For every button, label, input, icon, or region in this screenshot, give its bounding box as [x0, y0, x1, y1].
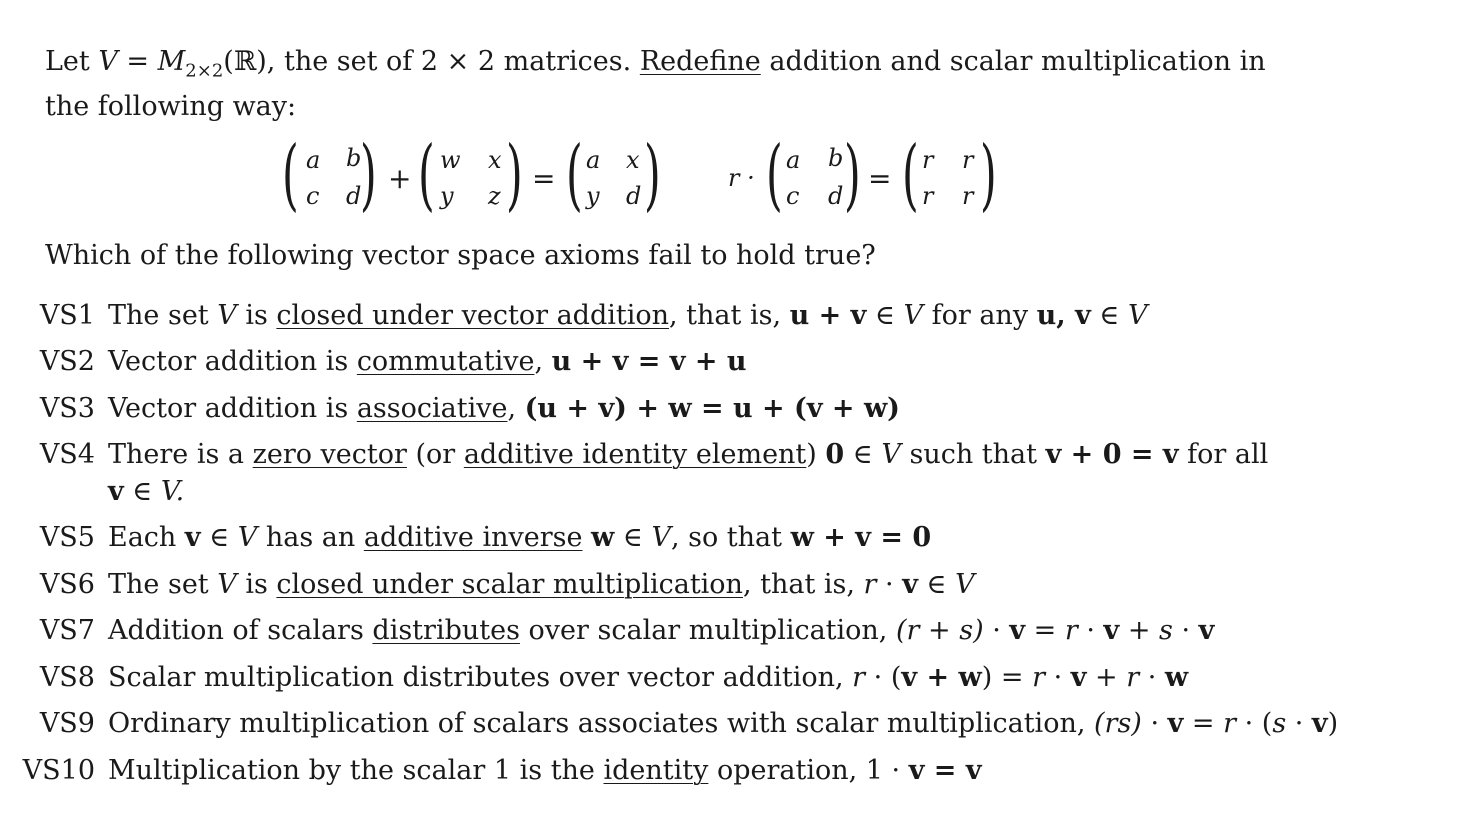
cell: r — [962, 182, 974, 210]
cell: d — [828, 182, 844, 210]
intro-V: V — [98, 46, 118, 77]
axiom-vs4-continued: v ∈ V. — [108, 476, 185, 507]
axiom-label: VS5 — [39, 522, 95, 553]
term-zero-vector: zero vector — [252, 439, 407, 470]
intro-R: (ℝ), the set of 2 × 2 matrices. — [223, 46, 640, 77]
cell: y — [586, 182, 600, 210]
term-closed-scalar: closed under scalar multiplication — [276, 569, 743, 600]
cell: r — [962, 146, 974, 174]
term-closed-addition: closed under vector addition — [276, 300, 670, 331]
axiom-label: VS4 — [39, 439, 95, 470]
cell: d — [346, 182, 362, 210]
equals-sign: = — [532, 162, 556, 195]
cell: r — [922, 146, 934, 174]
term-associative: associative — [356, 393, 508, 424]
plus-sign: + — [388, 162, 412, 195]
intro-paragraph — [45, 44, 1266, 125]
redefine-term: Redefine — [639, 46, 761, 77]
cell: y — [440, 182, 454, 210]
term-additive-inverse: additive inverse — [363, 522, 583, 553]
intro-M: M — [157, 46, 186, 77]
axiom-label: VS8 — [39, 662, 95, 693]
equals-sign-2: = — [868, 162, 892, 195]
axiom-label: VS9 — [39, 708, 95, 739]
cell: c — [786, 182, 800, 210]
cell: a — [306, 146, 321, 174]
cell: d — [626, 182, 642, 210]
axiom-label: VS2 — [39, 346, 95, 377]
cell: x — [626, 146, 640, 174]
cell: x — [488, 146, 502, 174]
cell: b — [828, 144, 844, 172]
intro-line-1 — [45, 44, 1266, 89]
cell: a — [586, 146, 601, 174]
term-additive-identity: additive identity element — [463, 439, 807, 470]
cell: c — [306, 182, 320, 210]
addition-equation: ( a b c d ) + ( w x y z ) = ( a x y d ) — [282, 130, 661, 220]
cell: z — [488, 182, 501, 210]
intro-line-2: the following way: — [45, 91, 297, 123]
term-distributes: distributes — [372, 615, 520, 646]
axiom-label: VS10 — [22, 755, 95, 786]
question-text: Which of the following vector space axioms fail to hold true? — [45, 240, 876, 271]
axiom-label: VS7 — [39, 615, 95, 646]
intro-rest: addition and scalar multiplication in — [760, 46, 1266, 77]
intro-sub: 2×2 — [185, 60, 224, 82]
cell: a — [786, 146, 801, 174]
axiom-label: VS6 — [39, 569, 95, 600]
axiom-label: VS1 — [39, 300, 95, 331]
intro-let: Let — [45, 46, 99, 77]
intro-eq: = — [117, 46, 158, 77]
cell: w — [440, 146, 461, 174]
scalar-r: r · — [728, 164, 755, 192]
term-commutative: commutative — [356, 346, 535, 377]
cell: r — [922, 182, 934, 210]
axiom-label: VS3 — [39, 393, 95, 424]
term-identity: identity — [603, 755, 709, 786]
scalar-equation: r · ( a b c d ) = ( r r r r ) — [728, 130, 997, 220]
cell: b — [346, 144, 362, 172]
